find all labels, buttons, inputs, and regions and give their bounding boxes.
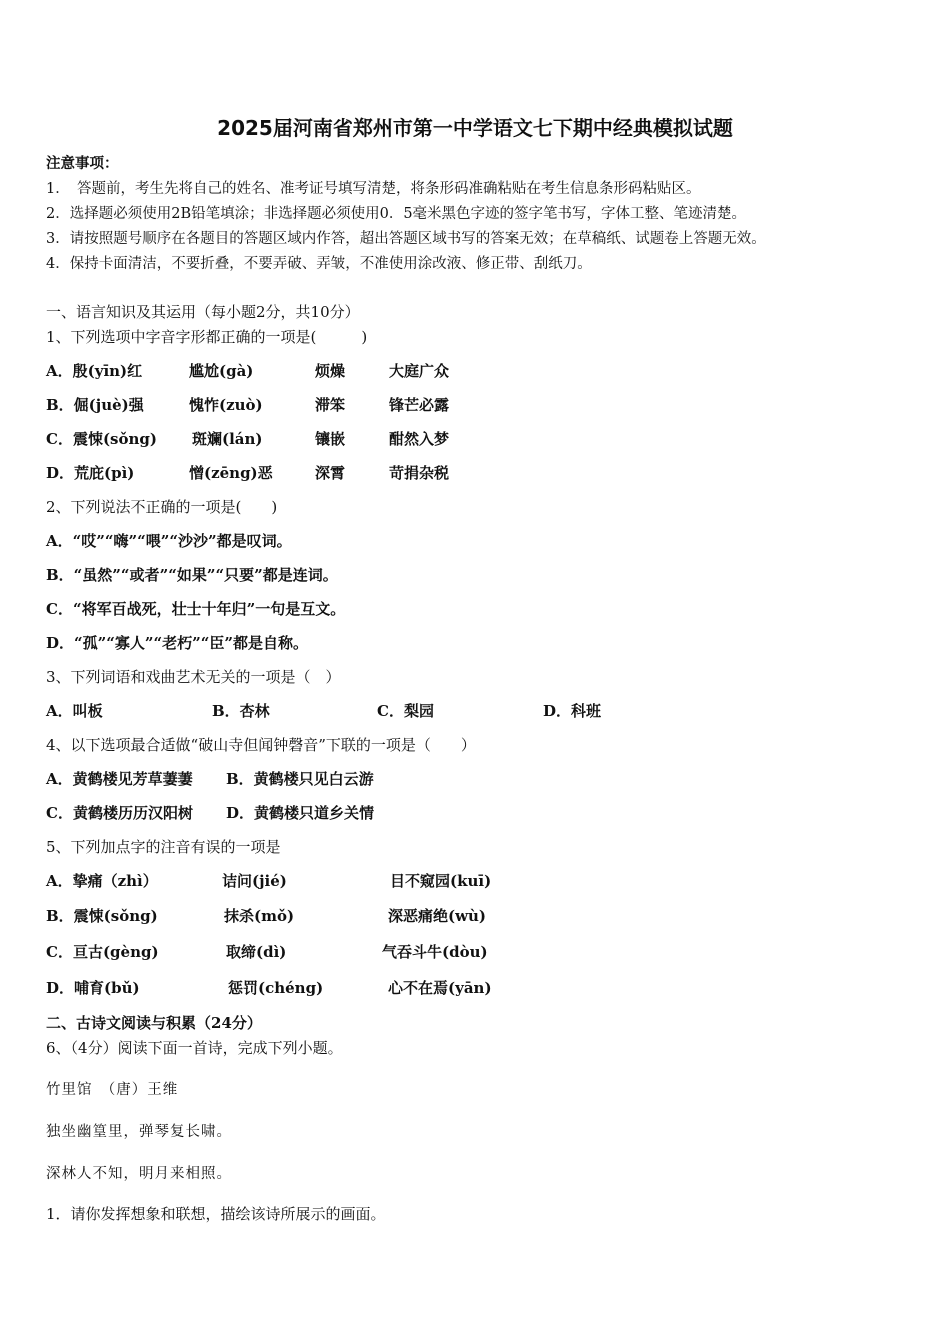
q1-option-c-word2: 斑斓(lán) (192, 430, 263, 448)
q5-option-a-word3: 目不窥园(kuī) (390, 872, 492, 890)
q4-option-d: D．黄鹤楼只道乡关情 (226, 804, 375, 822)
q3-option-b: B．杏林 (212, 702, 270, 720)
q2-option-a: A．“哎”“嗨”“喂”“沙沙”都是叹词。 (46, 532, 292, 550)
q2-option-c: C．“将军百战死，壮士十年归”一句是互文。 (46, 600, 346, 618)
q4-option-c: C．黄鹤楼历历汉阳树 (46, 804, 193, 822)
q6-sub1: 1．请你发挥想象和联想，描绘该诗所展示的画面。 (46, 1205, 386, 1223)
poem-line-1: 独坐幽篁里，弹琴复长啸。 (46, 1124, 232, 1140)
q1-option-a: A．殷(yīn)红 (46, 362, 143, 380)
notice-item-1: 1． 答题前，考生先将自己的姓名、准考证号填写清楚，将条形码准确粘贴在考生信息条形码粘贴区。 (46, 181, 701, 197)
notice-item-4: 4．保持卡面清洁，不要折叠，不要弄破、弄皱，不准使用涂改液、修正带、刮纸刀。 (46, 256, 592, 272)
q1-option-b-word2: 愧怍(zuò) (189, 396, 263, 414)
q1-option-c: C．震悚(sǒng) (46, 430, 157, 448)
q5-option-b-word2: 抹杀(mǒ) (224, 907, 295, 925)
notice-item-3: 3．请按照题号顺序在各题目的答题区域内作答，超出答题区域书写的答案无效；在草稿纸、试题卷上答题无效。 (46, 231, 766, 247)
q5-option-b-word3: 深恶痛绝(wù) (388, 907, 487, 925)
q1-option-c-word3: 镶嵌 (315, 430, 346, 448)
poem-line-2: 深林人不知，明月来相照。 (46, 1166, 232, 1182)
q2-option-d: D．“孤”“寡人”“老朽”“臣”都是自称。 (46, 634, 309, 652)
q1-option-d: D．荒庇(pì) (46, 464, 135, 482)
q4-option-b: B．黄鹤楼只见白云游 (226, 770, 374, 788)
notice-heading: 注意事项： (46, 155, 119, 172)
q1-option-b-word4: 锋芒必露 (389, 396, 450, 414)
q5-option-a: A．挚痛（zhì） (46, 872, 158, 890)
q5-option-d: D．哺育(bǔ) (46, 979, 140, 997)
q5-stem: 5、下列加点字的注音有误的一项是 (46, 838, 281, 856)
poem-title: 竹里馆 （唐）王维 (46, 1082, 179, 1098)
q1-option-d-word3: 深霄 (315, 464, 346, 482)
q2-stem: 2、下列说法不正确的一项是( ) (46, 498, 278, 516)
q3-option-c: C．梨园 (377, 702, 434, 720)
q1-option-a-word2: 尴尬(gà) (189, 362, 254, 380)
q3-option-a: A．叫板 (46, 702, 103, 720)
q6-stem: 6、（4分）阅读下面一首诗，完成下列小题。 (46, 1039, 343, 1057)
q1-option-a-word3: 烦燥 (315, 362, 346, 380)
q1-option-a-word4: 大庭广众 (389, 362, 450, 380)
q5-option-a-word2: 诘问(jié) (222, 872, 287, 890)
q4-stem: 4、以下选项最合适做“破山寺但闻钟磬音”下联的一项是（ ） (46, 736, 476, 754)
q4-option-a: A．黄鹤楼见芳草萋萋 (46, 770, 193, 788)
q1-option-d-word4: 苛捐杂税 (389, 464, 450, 482)
q1-option-b: B．倔(juè)强 (46, 396, 144, 414)
q5-option-c-word3: 气吞斗牛(dòu) (382, 943, 488, 961)
section2-heading: 二、古诗文阅读与积累（24分） (46, 1014, 262, 1032)
q1-option-c-word4: 酣然入梦 (389, 430, 450, 448)
q3-option-d: D．科班 (543, 702, 602, 720)
q1-option-d-word2: 憎(zēng)恶 (189, 464, 273, 482)
q5-option-d-word2: 惩罚(chéng) (228, 979, 324, 997)
q5-option-b: B．震悚(sǒng) (46, 907, 158, 925)
q1-option-b-word3: 滞笨 (315, 396, 346, 414)
notice-item-2: 2．选择题必须使用2B铅笔填涂；非选择题必须使用0．5毫米黑色字迹的签字笔书写，字体工整、笔迹清楚。 (46, 206, 747, 222)
q2-option-b: B．“虽然”“或者”“如果”“只要”都是连词。 (46, 566, 338, 584)
q5-option-c-word2: 取缔(dì) (226, 943, 287, 961)
q3-stem: 3、下列词语和戏曲艺术无关的一项是（ ） (46, 668, 341, 686)
q5-option-d-word3: 心不在焉(yān) (388, 979, 492, 997)
q1-stem: 1、下列选项中字音字形都正确的一项是( ) (46, 328, 368, 346)
section1-heading: 一、语言知识及其运用（每小题2分，共10分） (46, 303, 360, 321)
q5-option-c: C．亘古(gèng) (46, 943, 159, 961)
page-title: 2025届河南省郑州市第一中学语文七下期中经典模拟试题 (217, 116, 733, 140)
